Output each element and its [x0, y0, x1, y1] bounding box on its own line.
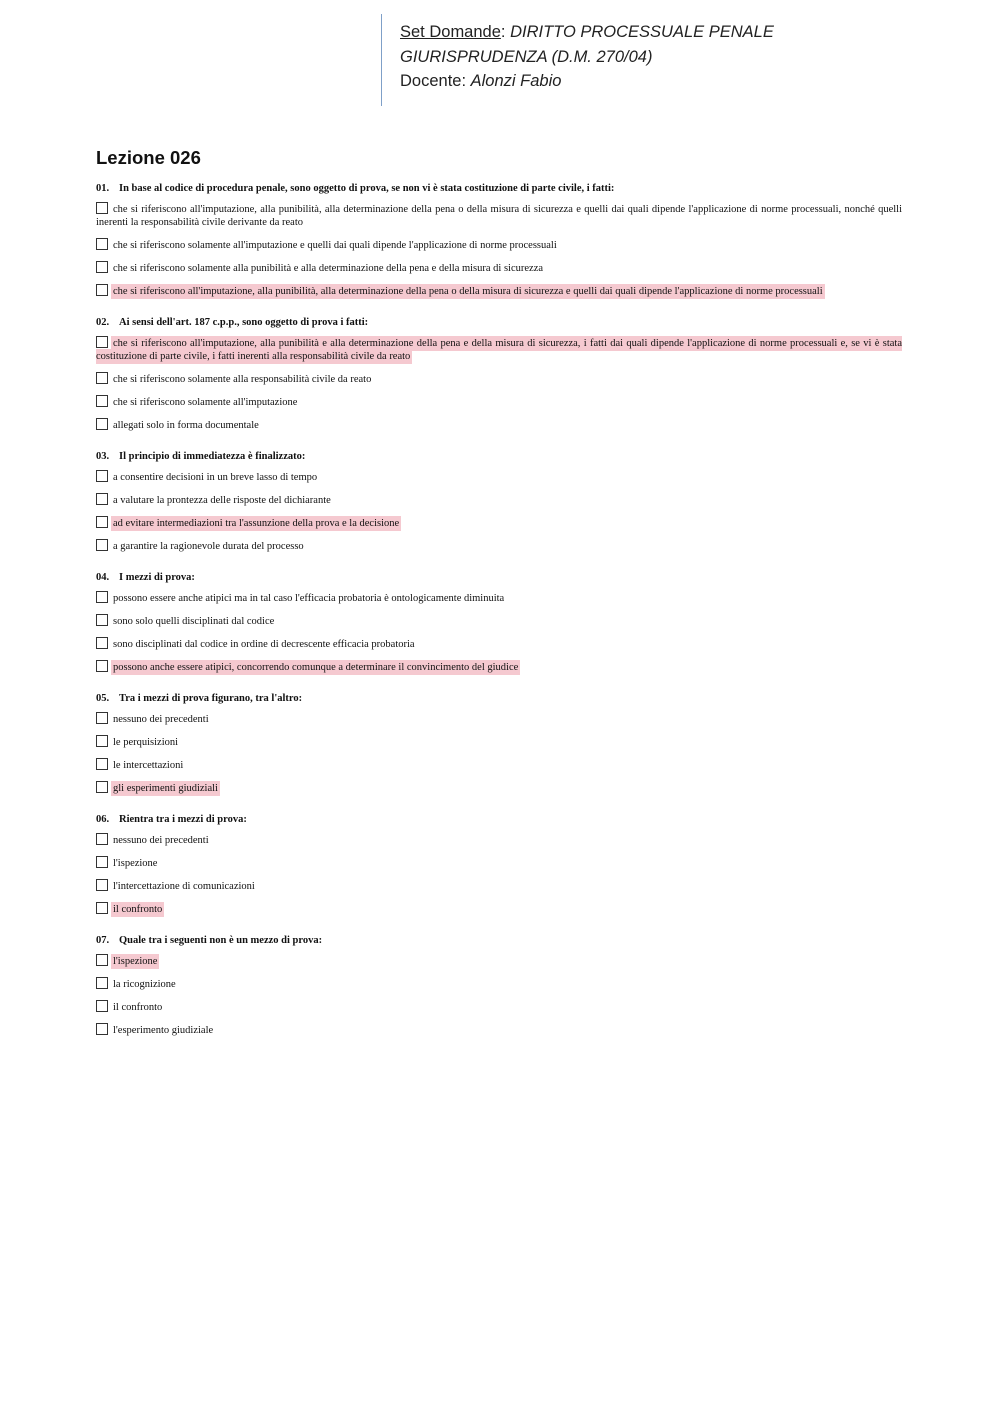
question-text: [96, 813, 902, 826]
checkbox[interactable]: [96, 1023, 108, 1035]
question-text: [96, 934, 902, 947]
lesson-title: Lezione 026: [96, 147, 201, 168]
answer-text: ad evitare intermediazioni tra l'assunzione della prova e la decisione: [113, 518, 400, 529]
answer-text: a valutare la prontezza delle risposte del dichiarante: [113, 495, 331, 506]
answer-option[interactable]: [96, 262, 902, 275]
question-number: 01.: [96, 183, 110, 194]
question-block: [96, 934, 902, 1037]
question-list: [96, 182, 902, 1055]
question-block: [96, 316, 902, 432]
teacher-label: Docente:: [400, 72, 471, 90]
answer-text: che si riferiscono all'imputazione, alla punibilità, alla determinazione della pena o della misura di sicurezza e quelli dai quali dipende l'applicazione di norme processuali: [113, 286, 823, 297]
set-label: Set Domande: [400, 23, 501, 41]
checkbox[interactable]: [96, 902, 108, 914]
answer-text: l'esperimento giudiziale: [113, 1025, 214, 1036]
answer-option[interactable]: [96, 736, 902, 749]
question-text: [96, 182, 902, 195]
answer-option[interactable]: [96, 978, 902, 991]
answer-text: le perquisizioni: [113, 737, 179, 748]
answer-text: che si riferiscono solamente alla responsabilità civile da reato: [113, 374, 372, 385]
answer-text: che si riferiscono solamente alla punibilità e alla determinazione della pena e della misura di sicurezza: [113, 263, 544, 274]
checkbox[interactable]: [96, 1000, 108, 1012]
answer-option[interactable]: [96, 239, 902, 252]
answer-option-correct[interactable]: [96, 517, 902, 530]
answer-option[interactable]: [96, 592, 902, 605]
checkbox[interactable]: [96, 470, 108, 482]
answer-option[interactable]: [96, 1024, 902, 1037]
answer-option-correct[interactable]: [96, 782, 902, 795]
answer-text: che si riferiscono all'imputazione, alla punibilità, alla determinazione della pena o della misura di sicurezza e quelli dai quali dipende l'applicazione di norme processuali, nonché quelli inerenti la responsabilità civile derivante da reato: [96, 204, 902, 228]
answer-text: a consentire decisioni in un breve lasso di tempo: [113, 472, 318, 483]
checkbox[interactable]: [96, 372, 108, 384]
checkbox[interactable]: [96, 591, 108, 603]
answer-text: che si riferiscono solamente all'imputazione e quelli dai quali dipende l'applicazione di norme processuali: [113, 240, 557, 251]
checkbox[interactable]: [96, 954, 108, 966]
answer-text: nessuno dei precedenti: [113, 714, 209, 725]
checkbox[interactable]: [96, 202, 108, 214]
checkbox[interactable]: [96, 637, 108, 649]
answer-text: gli esperimenti giudiziali: [113, 783, 218, 794]
answer-option[interactable]: [96, 373, 902, 386]
answer-text: il confronto: [113, 1002, 163, 1013]
answer-text: che si riferiscono all'imputazione, alla punibilità e alla determinazione della pena e della misura di sicurezza, i fatti dai quali dipende l'applicazione di norme processuali e, se vi è stata costituzione di parte civile, i fatti inerenti alla responsabilità civile da reato: [96, 338, 902, 362]
checkbox[interactable]: [96, 614, 108, 626]
answer-text: sono disciplinati dal codice in ordine di decrescente efficacia probatoria: [113, 639, 415, 650]
answer-option[interactable]: [96, 540, 902, 553]
checkbox[interactable]: [96, 539, 108, 551]
answer-text: nessuno dei precedenti: [113, 835, 209, 846]
checkbox[interactable]: [96, 735, 108, 747]
answer-option-correct[interactable]: [96, 955, 902, 968]
checkbox[interactable]: [96, 712, 108, 724]
question-number: 02.: [96, 317, 110, 328]
course-name-line1: DIRITTO PROCESSUALE PENALE: [510, 23, 774, 41]
checkbox[interactable]: [96, 336, 108, 348]
question-number: 07.: [96, 935, 110, 946]
question-block: [96, 571, 902, 674]
answer-option[interactable]: [96, 471, 902, 484]
answer-text: il confronto: [113, 904, 163, 915]
question-label: Il principio di immediatezza è finalizzato:: [119, 451, 306, 462]
teacher-line: [400, 69, 901, 94]
answer-option-correct[interactable]: [96, 661, 902, 674]
question-block: [96, 182, 902, 298]
checkbox[interactable]: [96, 418, 108, 430]
answer-text: le intercettazioni: [113, 760, 184, 771]
question-text: [96, 571, 902, 584]
checkbox[interactable]: [96, 395, 108, 407]
answer-option[interactable]: [96, 203, 902, 229]
answer-text: sono solo quelli disciplinati dal codice: [113, 616, 275, 627]
answer-text: la ricognizione: [113, 979, 176, 990]
question-label: I mezzi di prova:: [119, 572, 195, 583]
course-name-line2: GIURISPRUDENZA (D.M. 270/04): [400, 47, 653, 66]
checkbox[interactable]: [96, 977, 108, 989]
answer-option[interactable]: [96, 759, 902, 772]
answer-option[interactable]: [96, 857, 902, 870]
answer-option[interactable]: [96, 615, 902, 628]
question-number: 03.: [96, 451, 110, 462]
answer-text: che si riferiscono solamente all'imputazione: [113, 397, 298, 408]
question-text: [96, 316, 902, 329]
answer-option[interactable]: [96, 880, 902, 893]
checkbox[interactable]: [96, 781, 108, 793]
answer-text: allegati solo in forma documentale: [113, 420, 259, 431]
question-text: [96, 692, 902, 705]
teacher-name: Alonzi Fabio: [470, 72, 562, 90]
checkbox[interactable]: [96, 758, 108, 770]
answer-text: l'intercettazione di comunicazioni: [113, 881, 255, 892]
set-separator: :: [500, 23, 511, 41]
answer-text: possono essere anche atipici ma in tal caso l'efficacia probatoria è ontologicamente diminuita: [113, 593, 505, 604]
question-block: [96, 692, 902, 795]
course-title: [400, 20, 901, 45]
answer-option[interactable]: [96, 494, 902, 507]
answer-option[interactable]: [96, 713, 902, 726]
answer-text: possono anche essere atipici, concorrendo comunque a determinare il convincimento del giudice: [113, 662, 519, 673]
checkbox[interactable]: [96, 516, 108, 528]
answer-option[interactable]: [96, 396, 902, 409]
question-label: Tra i mezzi di prova figurano, tra l'altro:: [119, 693, 303, 704]
question-number: 05.: [96, 693, 110, 704]
checkbox[interactable]: [96, 879, 108, 891]
answer-option-correct[interactable]: [96, 337, 902, 363]
answer-text: l'ispezione: [113, 956, 158, 967]
checkbox[interactable]: [96, 284, 108, 296]
answer-option-correct[interactable]: [96, 285, 902, 298]
question-block: [96, 450, 902, 553]
answer-text: a garantire la ragionevole durata del processo: [113, 541, 304, 552]
question-label: Rientra tra i mezzi di prova:: [119, 814, 247, 825]
answer-option-correct[interactable]: [96, 903, 902, 916]
document-header: [381, 14, 901, 106]
answer-option[interactable]: [96, 638, 902, 651]
question-number: 04.: [96, 572, 110, 583]
answer-option[interactable]: [96, 1001, 902, 1014]
question-block: [96, 813, 902, 916]
question-label: Quale tra i seguenti non è un mezzo di prova:: [119, 935, 323, 946]
checkbox[interactable]: [96, 261, 108, 273]
answer-option[interactable]: [96, 419, 902, 432]
question-number: 06.: [96, 814, 110, 825]
checkbox[interactable]: [96, 493, 108, 505]
checkbox[interactable]: [96, 238, 108, 250]
question-label: In base al codice di procedura penale, sono oggetto di prova, se non vi è stata costituzione di parte civile, i fatti:: [119, 183, 615, 194]
question-label: Ai sensi dell'art. 187 c.p.p., sono oggetto di prova i fatti:: [119, 317, 369, 328]
checkbox[interactable]: [96, 833, 108, 845]
answer-option[interactable]: [96, 834, 902, 847]
question-text: [96, 450, 902, 463]
answer-text: l'ispezione: [113, 858, 158, 869]
checkbox[interactable]: [96, 856, 108, 868]
checkbox[interactable]: [96, 660, 108, 672]
